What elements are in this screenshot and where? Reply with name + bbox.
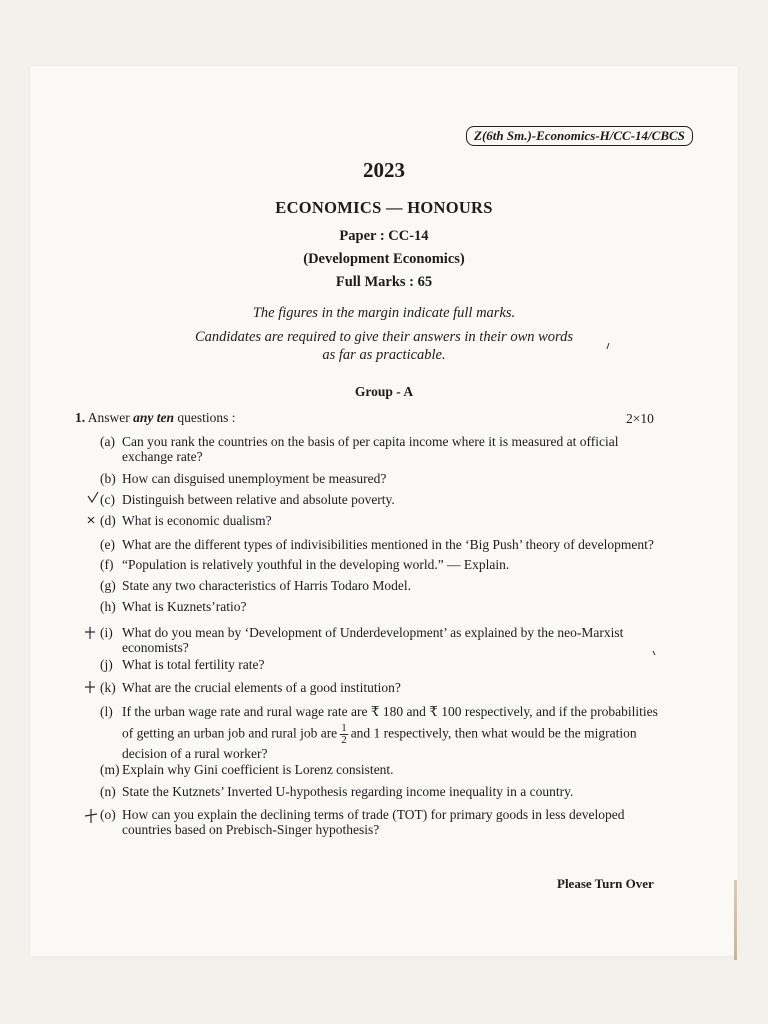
pen-plus-mark xyxy=(84,680,96,694)
paper-code-box: Z(6th Sm.)-Economics-H/CC-14/CBCS xyxy=(466,126,693,146)
item-text: Explain why Gini coefficient is Lorenz consistent. xyxy=(122,762,394,777)
question-suffix: questions : xyxy=(177,410,236,425)
item-label: (k) xyxy=(100,680,116,695)
instruction-line-2: Candidates are required to give their answers in their own words xyxy=(194,329,574,345)
item-text: “Population is relatively youthful in the developing world.” — Explain. xyxy=(122,557,510,572)
item-label: (a) xyxy=(100,434,115,449)
item-label: (n) xyxy=(100,784,116,799)
question-1-marks: 2×10 xyxy=(626,411,654,426)
item-continuation: countries based on Prebisch-Singer hypothesis? xyxy=(122,822,380,837)
item-text: How can disguised unemployment be measured? xyxy=(122,471,387,486)
item-text: Distinguish between relative and absolute poverty. xyxy=(122,492,395,507)
paper-number: Paper : CC-14 xyxy=(339,228,429,244)
item-continuation xyxy=(100,723,670,746)
list-item xyxy=(100,599,670,614)
list-item xyxy=(100,492,670,507)
question-prefix: Answer xyxy=(87,410,130,425)
item-label: (d) xyxy=(100,513,116,528)
item-label: (c) xyxy=(100,492,115,507)
item-text: What do you mean by ‘Development of Underdevelopment’ as explained by the neo-Marxist xyxy=(122,625,624,640)
item-text: What are the crucial elements of a good institution? xyxy=(122,680,401,695)
paper-title: (Development Economics) xyxy=(303,251,465,267)
pen-tick-mark xyxy=(86,490,100,506)
list-item xyxy=(100,471,670,486)
list-item xyxy=(100,762,670,777)
item-label: (i) xyxy=(100,625,113,640)
fraction xyxy=(340,723,348,746)
group-heading: Group - A xyxy=(354,384,414,399)
question-1-heading xyxy=(75,410,236,426)
list-item xyxy=(100,680,670,695)
list-item xyxy=(100,807,670,837)
question-emphasis: any ten xyxy=(133,410,175,425)
list-item xyxy=(100,704,670,761)
item-text: What are the different types of indivisibilities mentioned in the ‘Big Push’ theory of development? xyxy=(122,537,654,552)
item-label: (j) xyxy=(100,657,113,672)
item-text: State the Kutznets’ Inverted U-hypothesis regarding income inequality in a country. xyxy=(122,784,574,799)
list-item xyxy=(100,513,670,528)
pen-plus-mark xyxy=(84,626,96,640)
instruction-line-1: The figures in the margin indicate full marks. xyxy=(252,305,516,321)
pen-cross-mark xyxy=(86,515,96,525)
list-item xyxy=(100,557,670,572)
instruction-line-3: as far as practicable. xyxy=(322,347,446,363)
list-item xyxy=(100,625,670,655)
full-marks: Full Marks : 65 xyxy=(335,274,433,290)
pen-stray-mark xyxy=(605,342,611,350)
list-item xyxy=(100,434,670,464)
item-continuation-b: and 1 respectively, then what would be the migration xyxy=(350,725,637,741)
item-continuation: exchange rate? xyxy=(122,449,203,464)
item-text: Can you rank the countries on the basis of per capita income where it is measured at official xyxy=(122,434,619,449)
item-text: State any two characteristics of Harris Todaro Model. xyxy=(122,578,411,593)
pen-stray-mark xyxy=(651,650,657,656)
item-label: (o) xyxy=(100,807,116,822)
item-label: (l) xyxy=(100,704,113,719)
pen-plus-mark xyxy=(84,808,98,824)
item-text: What is Kuznets’ratio? xyxy=(122,599,247,614)
list-item xyxy=(100,578,670,593)
item-continuation: economists? xyxy=(122,640,189,655)
item-continuation-a: of getting an urban job and rural job are xyxy=(122,725,338,741)
subject-title: ECONOMICS — HONOURS xyxy=(275,198,493,217)
list-item xyxy=(100,657,670,672)
question-number: 1. xyxy=(75,410,86,425)
page-edge-mark xyxy=(734,880,737,960)
item-continuation-2: decision of a rural worker? xyxy=(122,746,268,761)
item-label: (e) xyxy=(100,537,115,552)
page-footer: Please Turn Over xyxy=(557,876,654,891)
item-label: (g) xyxy=(100,578,116,593)
exam-year: 2023 xyxy=(363,158,405,182)
item-label: (h) xyxy=(100,599,116,614)
item-text: What is economic dualism? xyxy=(122,513,272,528)
fraction-denominator: 2 xyxy=(341,734,347,746)
item-text: What is total fertility rate? xyxy=(122,657,265,672)
item-text: How can you explain the declining terms of trade (TOT) for primary goods in less developed xyxy=(122,807,625,822)
list-item xyxy=(100,784,670,799)
fraction-numerator: 1 xyxy=(341,722,347,734)
item-label: (m) xyxy=(100,762,120,777)
item-text: If the urban wage rate and rural wage rate are ₹ 180 and ₹ 100 respectively, and if the probabilities xyxy=(122,704,658,719)
list-item xyxy=(100,537,670,552)
item-label: (b) xyxy=(100,471,116,486)
item-label: (f) xyxy=(100,557,114,572)
